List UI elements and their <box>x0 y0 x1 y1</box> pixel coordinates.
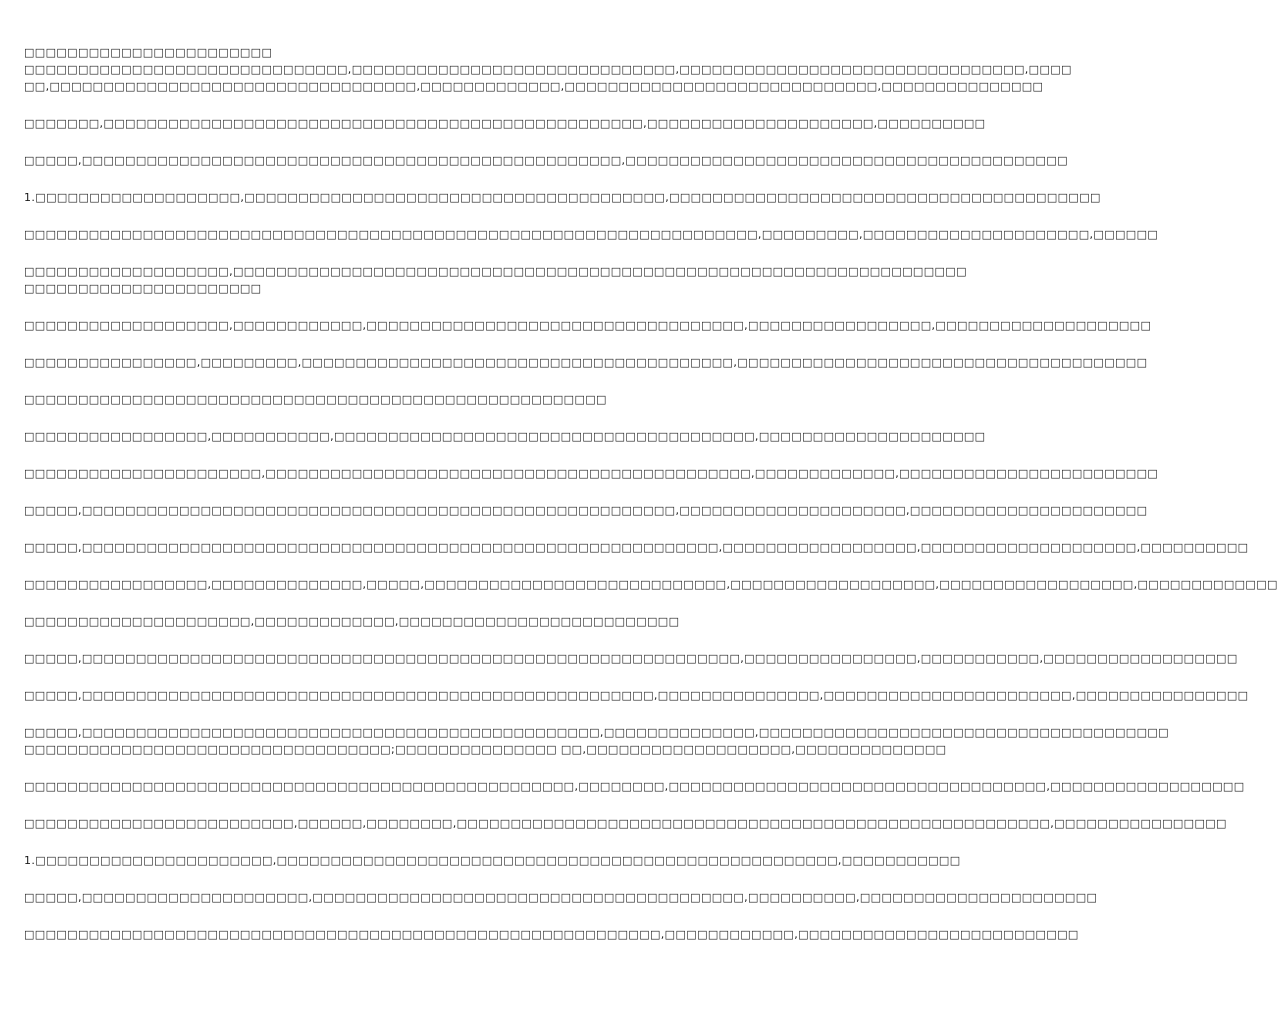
paragraph <box>24 152 1068 169</box>
paragraph <box>24 263 967 297</box>
paragraph-gap <box>24 630 696 650</box>
paragraph-gap <box>24 869 696 889</box>
paragraph-gap <box>24 667 696 687</box>
paragraph-gap <box>24 482 696 502</box>
document-page <box>24 44 1278 943</box>
paragraph-gap <box>24 243 696 263</box>
paragraph <box>24 650 1238 667</box>
paragraph-gap <box>24 297 696 317</box>
paragraph-gap <box>24 408 696 428</box>
paragraph-line: □□□□□□□□□□□□□□□□□□□□□□□□□,□□□□□□,□□□□□□□□,□□□□□□□□□□□□□□□□□□□□□□□□□□□□□□□□□□□□□□□□□□□□□□□□□□□□□□□,□□□□□□□□□□□□□□□□ <box>24 817 1227 830</box>
paragraph-line: □□□□□,□□□□□□□□□□□□□□□□□□□□□□□□□□□□□□□□□□□□□□□□□□□□□□□□,□□□□□□□□□□□□□□,□□□□□□□□□□□□□□□□□□□□□□□□□□□□□□□□□□□□□□ <box>24 726 1169 739</box>
paragraph-gap <box>24 795 696 815</box>
paragraph <box>24 889 1098 906</box>
paragraph <box>24 852 961 869</box>
paragraph <box>24 926 1079 943</box>
paragraph-line: □□□□□□□□□□□□□□□□□□□,□□□□□□□□□□□□□□□□□□□□□□□□□□□□□□□□□□□□□□□□□□□□□□□□□□□□□□□□□□□□□□□□□□□□ <box>24 265 967 278</box>
paragraph <box>24 778 1245 795</box>
paragraph-line: □□□□□□□□□□□□□□□□□□□□□□□ <box>24 46 273 59</box>
paragraph-line: □□□□□□□□□□□□□□□□□□□□□□ <box>24 282 262 295</box>
paragraph-line: □□□□□□□□□□□□□□□□□□□□□□□□□□□□□□□□□□;□□□□□□□□□□□□□□□ □□,□□□□□□□□□□□□□□□□□□□,□□□□□□□□□□□□□□ <box>24 743 947 756</box>
paragraph-line: 1.□□□□□□□□□□□□□□□□□□□□□□,□□□□□□□□□□□□□□□□□□□□□□□□□□□□□□□□□□□□□□□□□□□□□□□□□□□□,□□□□□□□□□□□ <box>24 854 961 867</box>
paragraph-line: □□□□□□□,□□□□□□□□□□□□□□□□□□□□□□□□□□□□□□□□□□□□□□□□□□□□□□□□□□,□□□□□□□□□□□□□□□□□□□□□,□□□□□□□□□□ <box>24 117 986 130</box>
paragraph <box>24 317 1152 334</box>
paragraph-line: □□,□□□□□□□□□□□□□□□□□□□□□□□□□□□□□□□□□□,□□□□□□□□□□□□□,□□□□□□□□□□□□□□□□□□□□□□□□□□□□□,□□□□□□□□□□□□□□□ <box>24 80 1044 93</box>
paragraph-gap <box>24 593 696 613</box>
paragraph-gap <box>24 519 696 539</box>
paragraph-line: □□□□□□□□□□□□□□□□□,□□□□□□□□□□□□□□,□□□□□,□□□□□□□□□□□□□□□□□□□□□□□□□□□□,□□□□□□□□□□□□□□□□□□□,□□□□□□□□□□□□□□□□□□,□□□□□□□□□□□□□ <box>24 578 1278 591</box>
paragraph-line: □□□□□□□□□□□□□□□□□□□□□□□□□□□□□□□□□□□□□□□□□□□□□□□□□□□□□□□□□□□,□□□□□□□□□□□□,□□□□□□□□□□□□□□□□□□□□□□□□□□ <box>24 928 1079 941</box>
paragraph <box>24 502 1148 519</box>
paragraph <box>24 539 1249 556</box>
paragraph-line: □□□□□,□□□□□□□□□□□□□□□□□□□□□,□□□□□□□□□□□□□□□□□□□□□□□□□□□□□□□□□□□□□□□□,□□□□□□□□□□,□□□□□□□□□□□□□□□□□□□□□□ <box>24 891 1098 904</box>
paragraph-line: □□□□□□□□□□□□□□□□□□□,□□□□□□□□□□□□,□□□□□□□□□□□□□□□□□□□□□□□□□□□□□□□□□□□,□□□□□□□□□□□□□□□□□,□□□□□□□□□□□□□□□□□□□□ <box>24 319 1152 332</box>
paragraph-line: □□□□□□□□□□□□□□□□□□□□□□□□□□□□□□□□□□□□□□□□□□□□□□□□□□□,□□□□□□□□,□□□□□□□□□□□□□□□□□□□□□□□□□□□□□□□□□□□,□□□□□□□□□□□□□□□□□□ <box>24 780 1245 793</box>
paragraph-line: □□□□□,□□□□□□□□□□□□□□□□□□□□□□□□□□□□□□□□□□□□□□□□□□□□□□□□□□□□□□□□□□□,□□□□□□□□□□□□□□□□□□,□□□□□□□□□□□□□□□□□□□□,□□□□□□□□□□ <box>24 541 1249 554</box>
paragraph-line: □□□□□□□□□□□□□□□□□□□□□,□□□□□□□□□□□□□,□□□□□□□□□□□□□□□□□□□□□□□□□□ <box>24 615 680 628</box>
paragraph <box>24 428 986 445</box>
paragraph-gap <box>24 758 696 778</box>
paragraph <box>24 724 1169 758</box>
paragraph <box>24 391 696 408</box>
paragraph-line: □□□□□□□□□□□□□□□□□,□□□□□□□□□□□,□□□□□□□□□□□□□□□□□□□□□□□□□□□□□□□□□□□□□□□,□□□□□□□□□□□□□□□□□□□□□ <box>24 430 986 443</box>
paragraph <box>24 44 1072 95</box>
paragraph-line: □□□□□,□□□□□□□□□□□□□□□□□□□□□□□□□□□□□□□□□□□□□□□□□□□□□□□□□□,□□□□□□□□□□□□□□□□□□□□□□□□□□□□□□□□□□□□□□□□□ <box>24 154 1068 167</box>
paragraph-gap <box>24 334 696 354</box>
paragraph-gap <box>24 371 696 391</box>
paragraph <box>24 613 696 630</box>
paragraph-line: 1.□□□□□□□□□□□□□□□□□□□,□□□□□□□□□□□□□□□□□□□□□□□□□□□□□□□□□□□□□□□,□□□□□□□□□□□□□□□□□□□□□□□□□□□□□□□□□□□□□□□□ <box>24 191 1101 204</box>
paragraph-gap <box>24 704 696 724</box>
paragraph-line: □□□□□,□□□□□□□□□□□□□□□□□□□□□□□□□□□□□□□□□□□□□□□□□□□□□□□□□□□□□,□□□□□□□□□□□□□□□,□□□□□□□□□□□□□□□□□□□□□□□,□□□□□□□□□□□□□□□□ <box>24 689 1249 702</box>
paragraph <box>24 354 1148 371</box>
paragraph-gap <box>24 95 696 115</box>
paragraph-gap <box>24 206 696 226</box>
paragraph-line: □□□□□,□□□□□□□□□□□□□□□□□□□□□□□□□□□□□□□□□□□□□□□□□□□□□□□□□□□□□□□□□□□□□,□□□□□□□□□□□□□□□□,□□□□□□□□□□□,□□□□□□□□□□□□□□□□□□ <box>24 652 1238 665</box>
paragraph <box>24 115 986 132</box>
paragraph-line: □□□□□□□□□□□□□□□□□□□□□□□□□□□□□□,□□□□□□□□□□□□□□□□□□□□□□□□□□□□□□,□□□□□□□□□□□□□□□□□□□□□□□□□□□□□□□□,□□□□ <box>24 63 1072 76</box>
paragraph <box>24 576 1278 593</box>
paragraph <box>24 687 1249 704</box>
paragraph-gap <box>24 132 696 152</box>
paragraph <box>24 465 1159 482</box>
paragraph-gap <box>24 556 696 576</box>
paragraph-gap <box>24 169 696 189</box>
paragraph-gap <box>24 832 696 852</box>
paragraph-line: □□□□□□□□□□□□□□□□□□□□□□□□□□□□□□□□□□□□□□□□□□□□□□□□□□□□□□□□□□□□□□□□□□□□,□□□□□□□□□,□□□□□□□□□□□□□□□□□□□□□,□□□□□□ <box>24 228 1159 241</box>
paragraph-gap <box>24 906 696 926</box>
paragraph-line: □□□□□,□□□□□□□□□□□□□□□□□□□□□□□□□□□□□□□□□□□□□□□□□□□□□□□□□□□□□□□,□□□□□□□□□□□□□□□□□□□□□,□□□□□□□□□□□□□□□□□□□□□□ <box>24 504 1148 517</box>
paragraph <box>24 226 1159 243</box>
paragraph <box>24 189 1101 206</box>
paragraph-line: □□□□□□□□□□□□□□□□,□□□□□□□□□,□□□□□□□□□□□□□□□□□□□□□□□□□□□□□□□□□□□□□□□□,□□□□□□□□□□□□□□□□□□□□□□□□□□□□□□□□□□□□□□ <box>24 356 1148 369</box>
paragraph-line: □□□□□□□□□□□□□□□□□□□□□□□□□□□□□□□□□□□□□□□□□□□□□□□□□□□□□□ <box>24 393 607 406</box>
paragraph-gap <box>24 445 696 465</box>
paragraph <box>24 815 1227 832</box>
paragraph-line: □□□□□□□□□□□□□□□□□□□□□□,□□□□□□□□□□□□□□□□□□□□□□□□□□□□□□□□□□□□□□□□□□□□□,□□□□□□□□□□□□□,□□□□□□□□□□□□□□□□□□□□□□□□ <box>24 467 1159 480</box>
